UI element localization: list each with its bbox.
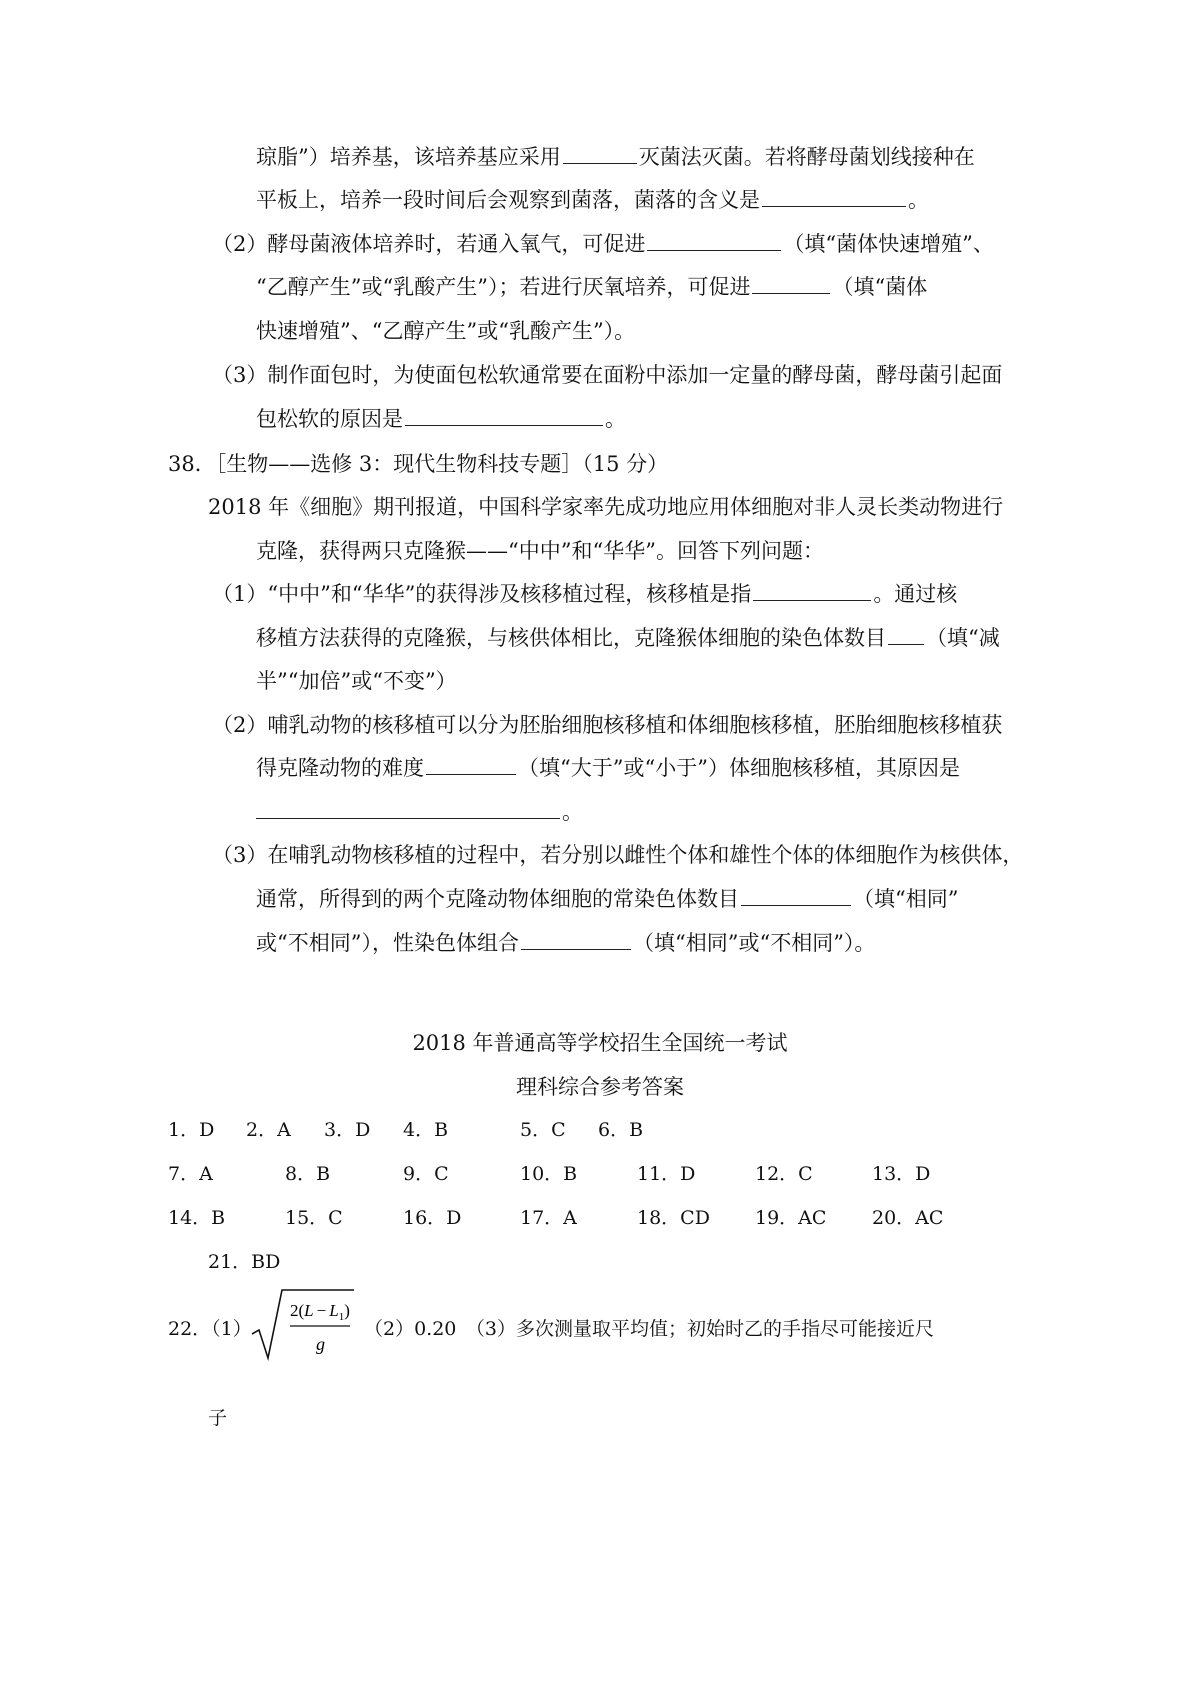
sqrt-formula-svg — [250, 1286, 356, 1366]
q38-part3-line2-text-a: 通常，所得到的两个克隆动物体细胞的常染色体数目 — [256, 887, 739, 911]
answer-blank — [563, 143, 637, 164]
q38-part3-line3-text-a: 或“不相同”），性染色体组合 — [256, 931, 519, 955]
answer-item: 21．BD — [208, 1251, 281, 1273]
answer-item: 12．C — [755, 1163, 813, 1185]
q37-line1-text-a: 琼脂”）培养基，该培养基应采用 — [256, 145, 561, 169]
q37-part2-line2-text-b: （填“菌体 — [832, 275, 928, 299]
answer-item: 20．AC — [872, 1207, 944, 1229]
answer-blank — [647, 230, 781, 251]
answer-item: 13．D — [872, 1163, 931, 1185]
q38-part2-line2-text-a: 得克隆动物的难度 — [256, 756, 424, 780]
answer-item: 3．D — [324, 1119, 371, 1141]
q37-line2 — [256, 185, 929, 215]
num-minus: − — [316, 1301, 327, 1320]
numerator — [290, 1301, 350, 1323]
q37-part2-line1 — [212, 229, 994, 259]
q38-part1-line2-text-b: （填“减 — [926, 626, 1000, 650]
answer-item: 8．B — [285, 1163, 331, 1185]
q38-part1-line2-text-a: 移植方法获得的克隆猴，与核供体相比，克隆猴体细胞的染色体数目 — [256, 626, 886, 650]
q38-part2-line3-text-b: 。 — [562, 800, 583, 824]
answer-blank — [888, 624, 924, 645]
q37-line2-text-b: 。 — [908, 188, 929, 212]
q37-part2-line3: 快速增殖”、“乙醇产生”或“乳酸产生”）。 — [256, 319, 636, 343]
q38-part1-line1 — [212, 579, 957, 609]
denominator: g — [316, 1334, 325, 1354]
q37-part3-line2-text-a: 包松软的原因是 — [256, 407, 403, 431]
q37-part3-line2-text-b: 。 — [605, 407, 626, 431]
q38-heading: 38．［生物——选修 3：现代生物科技专题］（15 分） — [168, 452, 669, 476]
answer-item: 18．CD — [637, 1207, 710, 1229]
num-subscript: 1 — [338, 1311, 345, 1323]
answer-item: 7．A — [168, 1163, 213, 1185]
q38-part1-line1-text-b: 。通过核 — [873, 582, 958, 606]
answer-blank — [741, 885, 851, 906]
answer-item: 10．B — [520, 1163, 578, 1185]
num-L: L — [304, 1301, 314, 1320]
q38-part3-line1: （3）在哺乳动物核移植的过程中，若分别以雌性个体和雄性个体的体细胞作为核供体， — [212, 843, 1024, 867]
answer-item: 17．A — [520, 1207, 577, 1229]
q37-part2-line1-text-b: （填“菌体快速增殖”、 — [783, 232, 994, 256]
q38-part1-line1-text-a: （1）“中中”和“华华”的获得涉及核移植过程，核移植是指 — [212, 582, 752, 606]
q37-part2-line1-text-a: （2）酵母菌液体培养时，若通入氧气，可促进 — [212, 232, 646, 256]
answer-blank — [405, 405, 603, 426]
answer-item: 5．C — [520, 1119, 566, 1141]
answer-item: 6．B — [598, 1119, 644, 1141]
answer-item: 2．A — [246, 1119, 291, 1141]
answer-blank — [753, 580, 871, 601]
q22-label: 22．（1） — [168, 1318, 252, 1340]
q37-part3-line1: （3）制作面包时，为使面包松软通常要在面粉中添加一定量的酵母菌，酵母菌引起面 — [212, 363, 1003, 387]
answer-item: 9．C — [403, 1163, 449, 1185]
q37-part2-line2 — [256, 272, 927, 302]
q38-part2-line1: （2）哺乳动物的核移植可以分为胚胎细胞核移植和体细胞核移植，胚胎细胞核移植获 — [212, 713, 1003, 737]
answer-item: 14．B — [168, 1207, 226, 1229]
answer-item: 1．D — [168, 1119, 215, 1141]
q38-intro-line1: 2018 年《细胞》期刊报道，中国科学家率先成功地应用体细胞对非人灵长类动物进行 — [208, 495, 1004, 519]
answers-subtitle: 理科综合参考答案 — [516, 1075, 684, 1099]
q37-line1 — [256, 142, 975, 172]
q22-continuation: 子 — [208, 1407, 228, 1429]
num-close: ) — [344, 1301, 350, 1320]
q37-line2-text-a: 平板上，培养一段时间后会观察到菌落，菌落的含义是 — [256, 188, 760, 212]
q38-part2-line2-text-b: （填“大于”或“小于”）体细胞核移植，其原因是 — [518, 756, 960, 780]
q38-part2-line2 — [256, 753, 960, 783]
q37-line1-text-b: 灭菌法灭菌。若将酵母菌划线接种在 — [638, 145, 975, 169]
q22-formula — [250, 1286, 356, 1370]
answer-blank — [752, 273, 830, 294]
answer-blank — [521, 929, 631, 950]
answer-blank — [256, 798, 560, 819]
q38-intro-line2: 克隆，获得两只克隆猴——“中中”和“华华”。回答下列问题： — [256, 539, 824, 563]
answer-item: 16．D — [403, 1207, 462, 1229]
answer-item: 11．D — [637, 1163, 696, 1185]
q38-part1-line3: 半”“加倍”或“不变”） — [256, 669, 457, 693]
answer-item: 15．C — [285, 1207, 343, 1229]
q38-part1-line2 — [256, 623, 1000, 653]
num-L1: L — [329, 1301, 339, 1320]
q37-part2-line2-text-a: “乙醇产生”或“乳酸产生”）；若进行厌氧培养，可促进 — [256, 275, 751, 299]
q38-part3-line2 — [256, 884, 958, 914]
q38-part2-line3 — [256, 797, 583, 827]
q38-part3-line2-text-b: （填“相同” — [853, 887, 959, 911]
answers-title: 2018 年普通高等学校招生全国统一考试 — [412, 1031, 788, 1055]
q38-part3-line3-text-b: （填“相同”或“不相同”）。 — [632, 931, 876, 955]
q38-part3-line3 — [256, 928, 875, 958]
q37-part3-line2 — [256, 404, 626, 434]
num-open: 2( — [290, 1301, 305, 1320]
answer-blank — [762, 186, 906, 207]
q22-rest: （2）0.20 （3）多次测量取平均值；初始时乙的手指尽可能接近尺 — [364, 1318, 934, 1340]
answer-item: 19．AC — [755, 1207, 827, 1229]
answer-item: 4．B — [403, 1119, 449, 1141]
answer-blank — [426, 754, 516, 775]
